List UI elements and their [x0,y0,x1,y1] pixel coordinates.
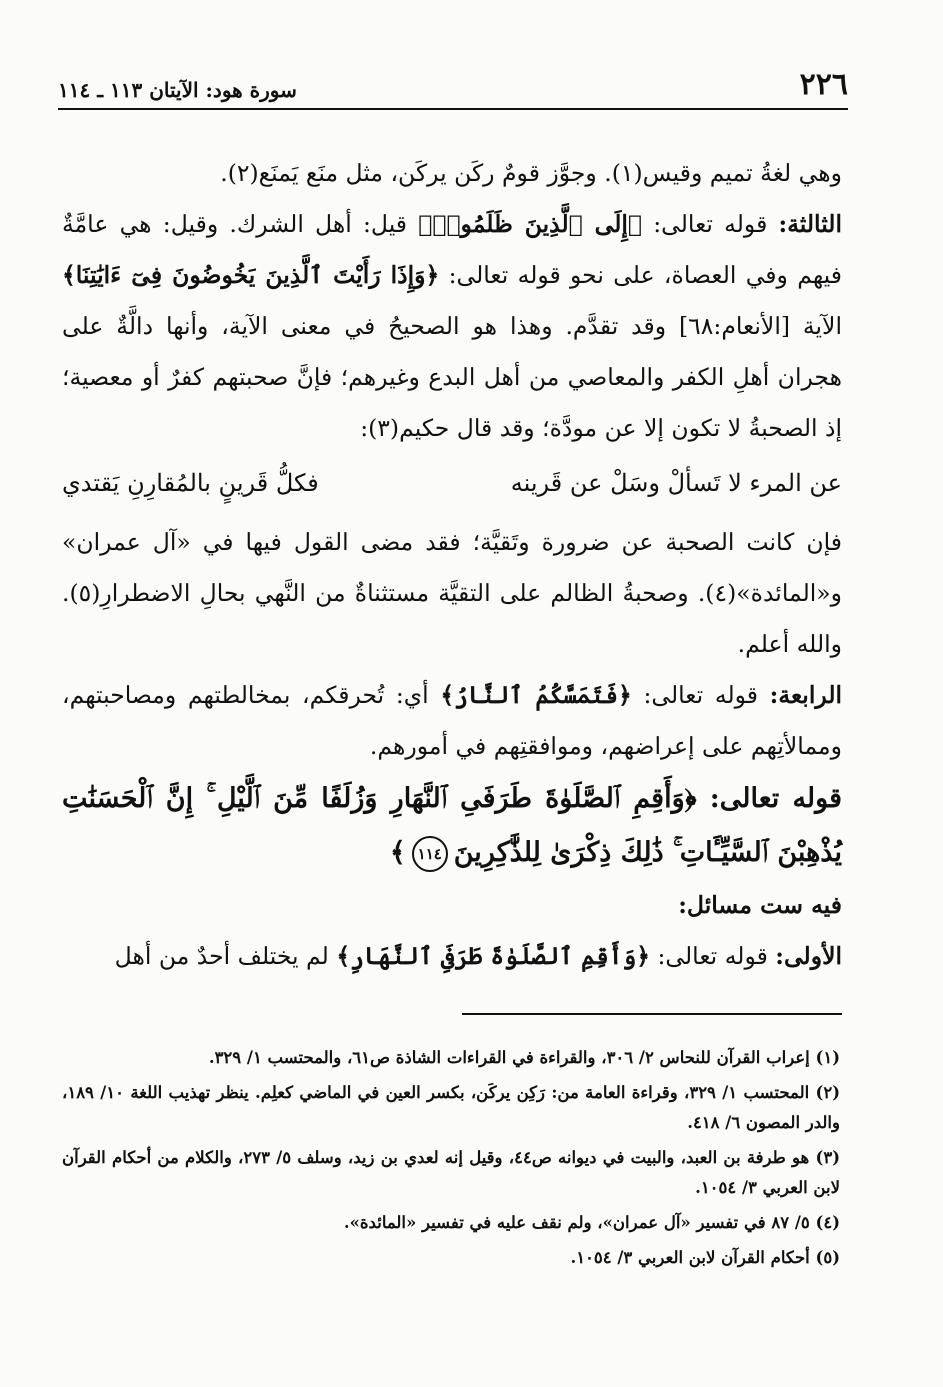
footnote-4: (٤) ٥/ ٨٧ في تفسير «آل عمران»، ولم نقف عليه في تفسير «المائدة». [343,1213,840,1232]
footnote-3: (٣) هو طرفة بن العبد، والبيت في ديوانه ص٤٤، وقيل إنه لعدي بن زيد، وسلف ٥/ ٢٧٣، والكلام من أحكام القرآن لابن العربي ٣/ ١٠٥٤. [62,1148,840,1197]
footnote-separator [462,1013,842,1015]
paragraph-dialect: وهي لغةُ تميم وقيس(١). وجوَّز قومٌ ركَن يركَن، مثل منَع يَمنَع(٢). [220,159,842,187]
quran-quote: ﴿إِلَى ٱلَّذِينَ ظَلَمُوا۟﴾ [418,210,643,238]
verse-text: ﴿وَأَقِمِ ٱلصَّلَوٰةَ طَرَفَىِ ٱلنَّهَارِ وَزُلَفًا مِّنَ ٱلَّيْلِ ۚ إِنَّ ٱلْحَسَنَٰتِ يُذْهِبْنَ ٱلسَّيِّـَٔاتِ ۚ ذَٰلِكَ ذِكْرَىٰ لِلذَّٰكِرِينَ [62,783,842,868]
paragraph-third-issue [62,199,842,454]
poem-hemistich-left: فكلُّ قَرينٍ بالمُقارِنِ يَقتدي [62,469,319,497]
quran-quote: ﴿وَإِذَا رَأَيْتَ ٱلَّذِينَ يَخُوضُونَ فِىٓ ءَايَٰتِنَا﴾ [62,261,440,289]
paragraph-taqiyya: فإن كانت الصحبة عن ضرورة وتَقيَّة؛ فقد مضى القول فيها في «آل عمران» و«المائدة»(٤). وصحبةُ الظالم على التقيَّة مستثناةٌ من النَّهي بحالِ الاضطرارِ(٥). والله أعلم. [62,528,842,658]
running-title: سورة هود: الآيتان ١١٣ ـ ١١٤ [58,78,297,102]
text-span: لم يختلف أحدٌ من أهل [114,942,337,970]
issue-label-first: الأولى: [775,942,842,970]
issues-title: فيه ست مسائل: [678,891,842,919]
ayah-number-icon: ١١٤ [412,836,448,872]
footnote-1: (١) إعراب القرآن للنحاس ٢/ ٣٠٦، والقراءة في القراءات الشاذة ص٦١، والمحتسب ١/ ٣٢٩. [208,1048,840,1067]
poem-verse [62,458,842,509]
text-span: أي: تُحرقكم، بمخالطتهم ومصاحبتهم، وممالأتِهم على إعراضهم، وموافقتِهم في أمورهم. [62,681,842,760]
quran-quote: ﴿وَأَقِمِ ٱلصَّلَوٰةَ طَرَفَىِ ٱلنَّهَارِ﴾ [336,942,651,970]
verse-close: ﴾ [389,837,406,868]
paragraph-fourth-issue [62,670,842,772]
text-span: قيل: أهل الشرك. وقيل: هي عامَّةٌ فيهم وفي العصاة، على نحو قوله تعالى: [62,210,842,289]
footnote-2: (٢) المحتسب ١/ ٣٢٩، وقراءة العامة من: رَكِن يركَن، بكسر العين في الماضي كعلِم. ينظر تهذيب اللغة ١٠/ ١٨٩، والدر المصون ٦/ ٤١٨. [62,1083,840,1132]
footnote-5: (٥) أحكام القرآن لابن العربي ٣/ ١٠٥٤. [570,1248,840,1267]
verse-heading [62,772,842,880]
text-span: الآية [الأنعام:٦٨] وقد تقدَّم. وهذا هو الصحيحُ في معنى الآية، وأنها دالَّةٌ على هجران أهلِ الكفر والمعاصي من أهل البدع وغيرهم؛ فإنَّ صحبتهم كفرٌ أو معصية؛ إذ الصحبةُ لا تكون إلا عن مودَّة؛ وقد قال حكيم(٣): [62,312,842,442]
issue-label-fourth: الرابعة: [769,681,843,709]
verse-intro: قوله تعالى: [696,783,842,814]
footnotes [62,1043,840,1278]
text-span: قوله تعالى: [642,210,779,238]
paragraph-first-issue [62,931,842,982]
issue-label-third: الثالثة: [778,210,842,238]
quran-quote: ﴿فَتَمَسَّكُمُ ٱلنَّارُ﴾ [440,681,632,709]
page-number: ٢٢٦ [799,67,848,102]
page-header [58,62,848,110]
text-span: قوله تعالى: [650,942,776,970]
main-text [62,148,842,982]
text-span: قوله تعالى: [631,681,770,709]
poem-hemistich-right: عن المرء لا تَسألْ وسَلْ عن قَرينه [510,469,842,497]
